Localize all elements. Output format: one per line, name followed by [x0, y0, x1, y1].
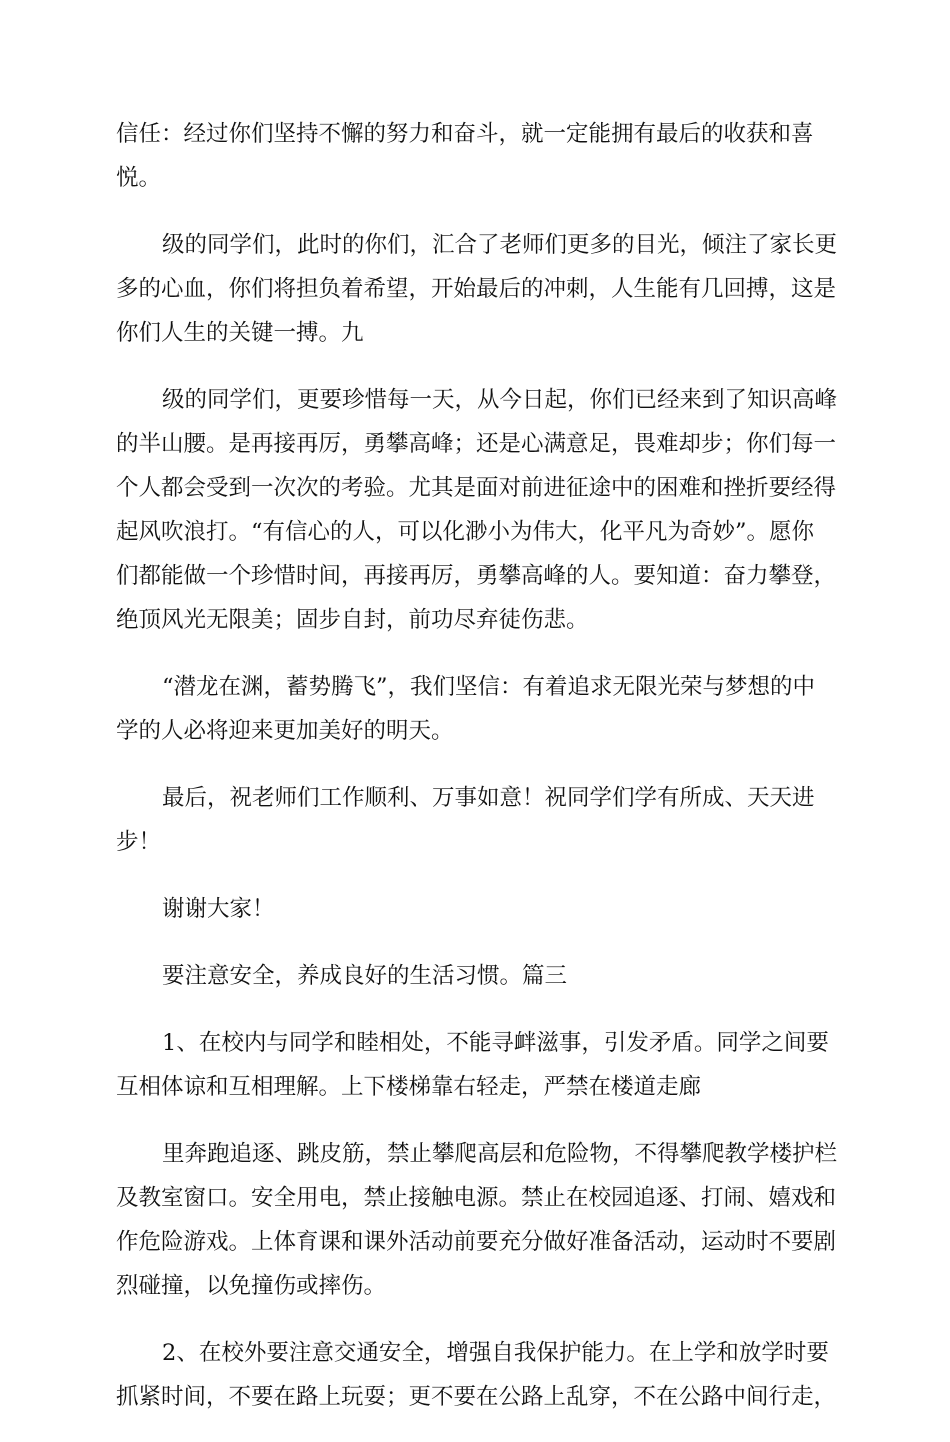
text-line: 绝顶风光无限美；固步自封，前功尽弃徒伤悲。	[116, 607, 589, 633]
text-line: 多的心血，你们将担负着希望，开始最后的冲刺，人生能有几回搏，这是	[116, 276, 837, 302]
paragraph	[116, 112, 836, 200]
text-line: 谢谢大家！	[162, 896, 275, 922]
paragraph	[116, 1021, 836, 1109]
text-line: 级的同学们，更要珍惜每一天，从今日起，你们已经来到了知识高峰	[162, 387, 838, 413]
paragraph	[116, 665, 836, 753]
text-line: 最后，祝老师们工作顺利、万事如意！祝同学们学有所成、天天进	[162, 785, 815, 811]
text-line: 你们人生的关键一搏。九	[116, 320, 364, 346]
text-line: 的半山腰。是再接再厉，勇攀高峰；还是心满意足，畏难却步；你们每一	[116, 431, 837, 457]
text-line: 1、在校内与同学和睦相处，不能寻衅滋事，引发矛盾。同学之间要	[162, 1030, 829, 1056]
paragraph	[116, 776, 836, 864]
text-line: 作危险游戏。上体育课和课外活动前要充分做好准备活动，运动时不要剧	[116, 1229, 837, 1255]
text-line: 互相体谅和互相理解。上下楼梯靠右轻走，严禁在楼道走廊	[116, 1074, 702, 1100]
text-line: 要注意安全，养成良好的生活习惯。篇三	[162, 963, 568, 989]
paragraph	[116, 378, 836, 642]
text-line: 2、在校外要注意交通安全，增强自我保护能力。在上学和放学时要	[162, 1340, 829, 1366]
text-line: 里奔跑追逐、跳皮筋，禁止攀爬高层和危险物，不得攀爬教学楼护栏	[162, 1141, 838, 1167]
text-line: 级的同学们，此时的你们，汇合了老师们更多的目光，倾注了家长更	[162, 232, 838, 258]
paragraph	[116, 887, 836, 931]
text-line: 抓紧时间，不要在路上玩耍；更不要在公路上乱穿，不在公路中间行走，	[116, 1384, 837, 1410]
document-body	[116, 112, 836, 1442]
paragraph	[116, 1331, 836, 1419]
text-line: 个人都会受到一次次的考验。尤其是面对前进征途中的困难和挫折要经得	[116, 475, 837, 501]
text-line: 烈碰撞，以免撞伤或摔伤。	[116, 1273, 387, 1299]
paragraph	[116, 223, 836, 355]
text-line: 及教室窗口。安全用电，禁止接触电源。禁止在校园追逐、打闹、嬉戏和	[116, 1185, 837, 1211]
text-line: 悦。	[116, 165, 162, 191]
paragraph	[116, 954, 836, 998]
text-line: “潜龙在渊，蓄势腾飞”，我们坚信：有着追求无限光荣与梦想的中	[162, 674, 816, 700]
paragraph	[116, 1132, 836, 1308]
text-line: 信任：经过你们坚持不懈的努力和奋斗，就一定能拥有最后的收获和喜	[116, 121, 814, 147]
text-line: 们都能做一个珍惜时间，再接再厉，勇攀高峰的人。要知道：奋力攀登，	[116, 563, 837, 589]
text-line: 步！	[116, 829, 162, 855]
text-line: 学的人必将迎来更加美好的明天。	[116, 718, 454, 744]
text-line: 起风吹浪打。“有信心的人，可以化渺小为伟大，化平凡为奇妙”。愿你	[116, 519, 815, 545]
